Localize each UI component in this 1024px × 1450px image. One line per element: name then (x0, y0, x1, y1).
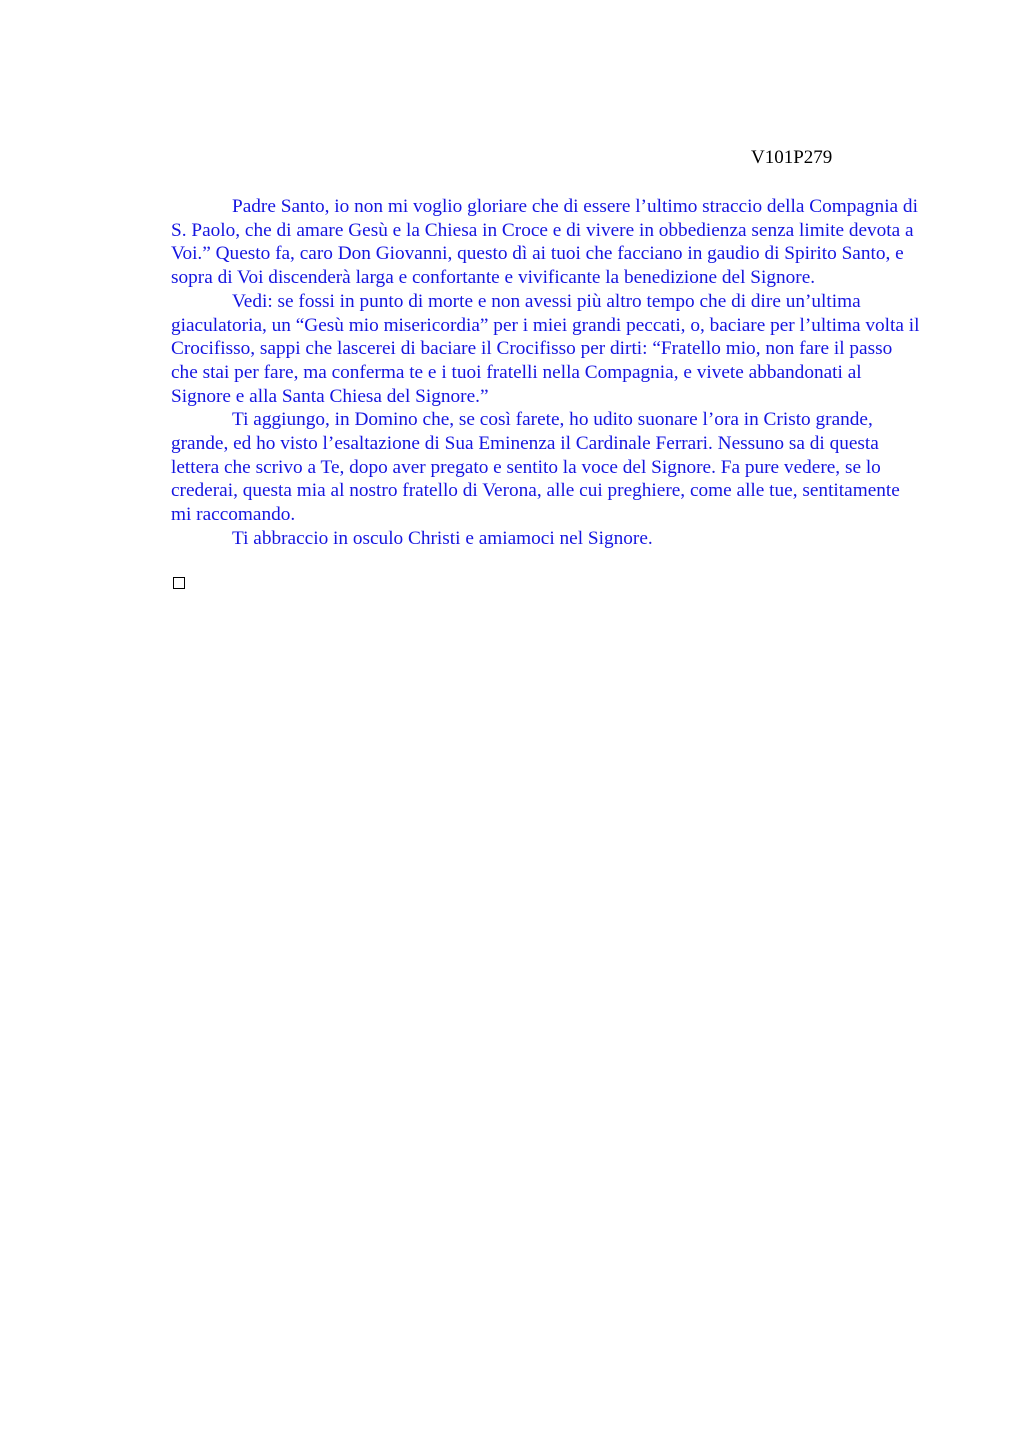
letter-body (171, 195, 923, 551)
paragraph-3: Ti aggiungo, in Domino che, se così farete, ho udito suonare l’ora in Cristo grande, grande, ed ho visto l’esaltazione di Sua Eminenza il Cardinale Ferrari. Nessuno sa di questa lettera che scrivo a Te, dopo aver pregato e sentito la voce del Signore. Fa pure vedere, se lo crederai, questa mia al nostro fratello di Verona, alle cui preghiere, come alle tue, sentitamente mi raccomando. (171, 409, 900, 526)
end-of-text-box-icon (173, 577, 185, 589)
paragraph-4: Ti abbraccio in osculo Christi e amiamoci nel Signore. (232, 527, 653, 549)
page-reference: V101P279 (751, 147, 833, 168)
paragraph-2: Vedi: se fossi in punto di morte e non avessi più altro tempo che di dire un’ultima giaculatoria, un “Gesù mio misericordia” per i miei grandi peccati, o, baciare per l’ultima volta il Crocifisso, sappi che lascerei di baciare il Crocifisso per dirti: “Fratello mio, non fare il passo che stai per fare, ma conferma te e i tuoi fratelli nella Compagnia, e vivete abbandonati al Signore e alla Santa Chiesa del Signore.” (171, 290, 920, 407)
paragraph-1: Padre Santo, io non mi voglio gloriare che di essere l’ultimo straccio della Compagnia di S. Paolo, che di amare Gesù e la Chiesa in Croce e di vivere in obbedienza senza limite devota a Voi.” Questo fa, caro Don Giovanni, questo dì ai tuoi che facciano in gaudio di Spirito Santo, e sopra di Voi discenderà larga e confortante e vivificante la benedizione del Signore. (171, 196, 918, 289)
